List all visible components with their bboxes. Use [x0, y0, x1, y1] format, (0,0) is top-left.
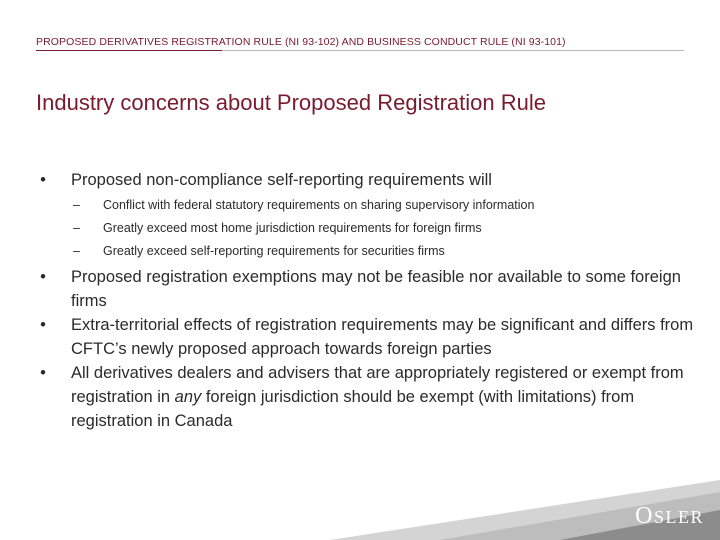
sub-bullet-text: Greatly exceed most home jurisdiction requirements for foreign firms [103, 221, 482, 235]
bullet-text-after: foreign jurisdiction should be exempt (with limitations) from registration in Canada [71, 388, 635, 430]
bullet-text-emphasis: any [174, 388, 202, 406]
sub-bullet-glyph: – [73, 198, 80, 212]
sub-bullet-item [36, 240, 696, 263]
logo-rest: SLER [653, 507, 704, 527]
bullet-text: Extra-territorial effects of registration requirements may be significant and differs from CFTC’s newly proposed approach towards foreign parties [71, 316, 694, 358]
bullet-text [71, 364, 684, 430]
osler-logo [635, 503, 704, 530]
bullet-glyph: • [40, 364, 46, 382]
sub-bullet-glyph: – [73, 221, 80, 235]
bullet-item [36, 361, 696, 433]
bullet-glyph: • [40, 171, 46, 189]
bullet-text-before: All derivatives dealers and advisers that are appropriately registered or exempt from registration in [71, 364, 684, 406]
bullet-list [36, 168, 696, 433]
bullet-text: Proposed registration exemptions may not be feasible nor available to some foreign firms [71, 268, 681, 310]
header-rule-accent [36, 50, 222, 51]
header-title: PROPOSED DERIVATIVES REGISTRATION RULE (NI 93-102) AND BUSINESS CONDUCT RULE (NI 93-101) [36, 36, 566, 48]
bullet-item [36, 168, 696, 192]
header-rule [222, 50, 684, 51]
sub-bullet-glyph: – [73, 244, 80, 258]
footer-swoosh [0, 440, 720, 540]
sub-bullet-item [36, 217, 696, 240]
bullet-item [36, 313, 696, 361]
bullet-text: Proposed non-compliance self-reporting requirements will [71, 171, 492, 189]
sub-bullet-text: Greatly exceed self-reporting requirements for securities firms [103, 244, 445, 258]
bullet-glyph: • [40, 268, 46, 286]
slide-title: Industry concerns about Proposed Registration Rule [36, 90, 546, 115]
bullet-item [36, 265, 696, 313]
sub-bullet-item [36, 194, 696, 217]
sub-bullet-list [36, 194, 696, 263]
bullet-glyph: • [40, 316, 46, 334]
sub-bullet-text: Conflict with federal statutory requirements on sharing supervisory information [103, 198, 535, 212]
logo-initial: O [635, 503, 654, 529]
